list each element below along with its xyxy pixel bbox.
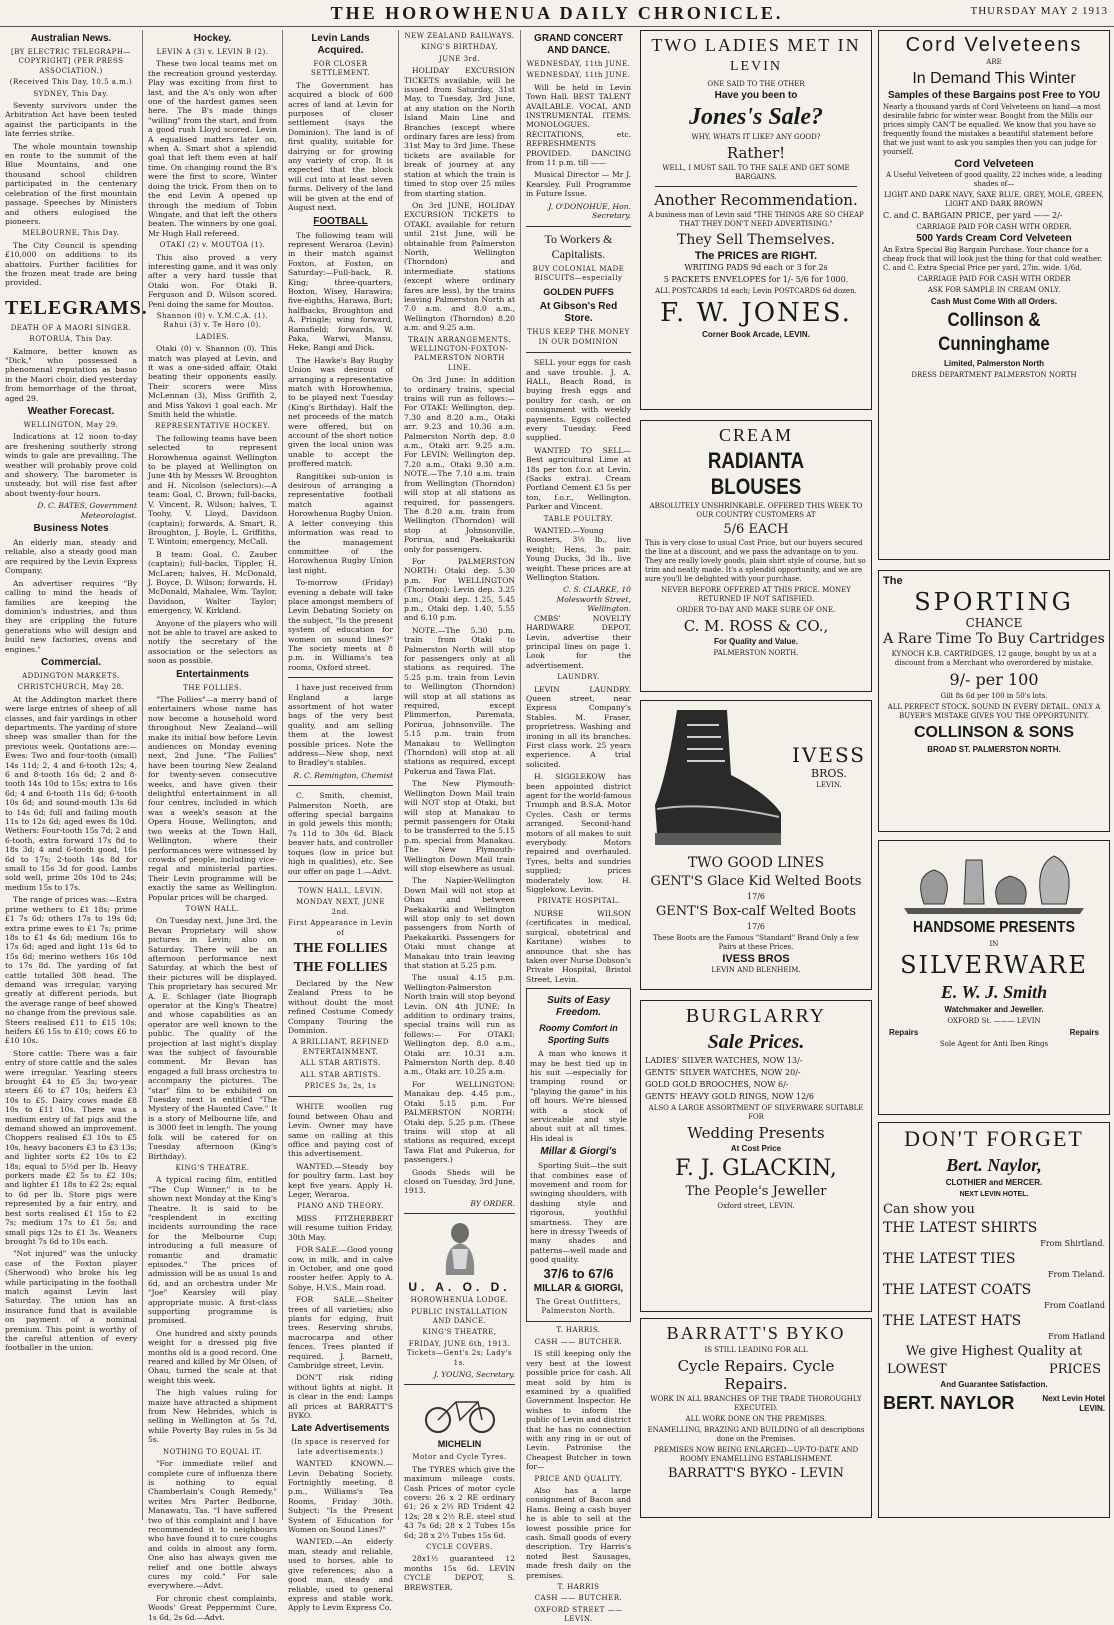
subheading: LADIES. <box>195 332 230 341</box>
ad-line: CHANCE <box>965 616 1023 630</box>
classified-ad: WANTED KNOWN.—Levin Debating Society. Fortnightly meeting, 8 p.m., Williams's Tea Rooms, Friday 30th. Subject: "Is the Present System of Education for Women on Sound Lines?" <box>288 1459 393 1535</box>
ad-line: Wedding Presents <box>687 1124 825 1142</box>
ad-line: From Shirtland. <box>1040 1239 1105 1248</box>
subheading: NOTHING TO EQUAL IT. <box>162 1447 263 1456</box>
heading-weather: Weather Forecast. <box>27 406 115 417</box>
ad-line: CARRIAGE PAID FOR CASH WITH ORDER <box>917 275 1071 283</box>
classified-ad: H. SIGGLEKOW has been appointed district agent for the world-famous Triumph and B.S.A. Motor Cycles. Cash or terms arranged. Second-hand motors of all makes to suit everybody. Motors repaired and overhauled. Tyres, belts and sundries supplied; prices moderately low. H. Sigglekow, Levin. <box>526 772 631 895</box>
ad-line: TWO LADIES MET IN <box>651 35 861 55</box>
ad-line: LEVIN AND BLENHEIM. <box>711 966 801 974</box>
divider <box>655 186 857 187</box>
ad-line: WHY, WHATS IT LIKE? ANY GOOD? <box>691 133 821 141</box>
ivess-boots-ad <box>640 700 872 990</box>
classified-ad: CMBS' NOVELTY HARDWARE DEPOT, Levin, advertise their principal lines on page 1. Look for the advertisement. <box>526 613 631 670</box>
ad-line: CREAM <box>718 425 793 445</box>
michelin-logo: MICHELIN <box>437 1439 482 1450</box>
ad-line: 5/6 EACH <box>723 522 789 537</box>
millar-giorgi-ad <box>526 988 631 1322</box>
ad-line: Have you been to <box>714 90 798 101</box>
subheading: TOWN HALL. <box>185 904 240 913</box>
classified-ad: NURSE WILSON (certificates in medical, surgical, obstetrical and Karitane) wishes to announce that she has taken over Nurse Dobson's Private Hospital, Bristol Street, Levin. <box>526 908 631 984</box>
subheading: THUS KEEP THE MONEY IN OUR DOMINION <box>527 328 630 346</box>
advertisement-text: I have just received from England a large assortment of hot water bags of the very best quality, and am selling them at the lowest possible prices. Note the address—New shop, next to Bradley's stables. <box>288 683 393 768</box>
heading-football: FOOTBALL <box>313 215 368 227</box>
ad-address: The Great Outfitters, Palmerston North. <box>535 1297 622 1316</box>
barratts-byko-ad <box>640 1318 872 1518</box>
subheading: TABLE POULTRY. <box>543 514 614 523</box>
ad-line: LIGHT AND DARK NAVY, SAXE BLUE, GREY, MOLE, GREEN, LIGHT AND DARK BROWN <box>884 191 1104 208</box>
heading-business: Business Notes <box>33 523 109 535</box>
dateline: WELLINGTON, May 29. <box>23 421 119 429</box>
bert-naylor-ad <box>878 1122 1110 1518</box>
tyre-prices: 28x1½ guaranteed 12 months 15s 6d. LEVIN CYCLE DEPOT, S. BREWSTER. <box>404 1554 515 1592</box>
ad-line: WRITING PADS 9d each or 3 for 2s <box>684 263 828 272</box>
ad-line: ORDER TO-DAY AND MAKE SURE OF ONE. <box>676 606 836 614</box>
ad-line: LEVIN. <box>1079 1404 1105 1413</box>
ad-line: GENTS' SILVER WATCHES, NOW 20/- <box>645 1068 801 1077</box>
classified-ad: WANTED.—Steady boy for poultry farm. Last boy kept five years. Apply H. Leger, Weraroa. <box>288 1161 393 1200</box>
article-paragraph: The following teams have been selected to represent Horowhenua against Wellington to be played at Wellington on June 4th by Messrs W. Broughton and H. Nicolson (selectors):—A team: Goal, C. Brown; full-backs, V. Vincent, R. Wilson; halves, T. Toohy, V. Lloyd, Davidson (captain); forwards, A. Smart, R. Broughton, J. Boyle, L. Griffiths, T. Wintoin; emergency, McCall. <box>148 433 277 547</box>
butcher-tagline: PRICE AND QUALITY. <box>534 1474 623 1483</box>
classified-ad: MISS FITZHERBERT will resume tuition Friday, 30th May. <box>288 1213 393 1242</box>
butcher-text: IS still keeping only the very best at the lowest possible price for cash. All meat sold by him is examined by a qualified Government Inspector. He wishes to inform the public of Levin and district that he has no connection with any ring in or out of Levin. Patronise the Cheapest Butcher in town for— <box>526 1349 631 1472</box>
ad-line: 9/- per 100 <box>949 670 1039 689</box>
classified-ad: LEVIN LAUNDRY. Queen street, near Express Company's Stables. M. Fraser, proprietress. Washing and ironing in all its branches. First class work. 25 years experience. A trial solicited. <box>526 684 631 769</box>
ad-line: LEVIN <box>730 59 782 74</box>
ad-line: These Boots are the Famous "Standard" Brand Only a few Pairs at these Prices. <box>653 934 859 951</box>
ad-line: BURGLARRY <box>685 1005 827 1027</box>
butcher-address: OXFORD STREET —— LEVIN. <box>534 1605 623 1624</box>
lodge-name: HOROWHENUA LODGE. <box>410 1296 509 1305</box>
ad-line: F. J. GLACKIN, <box>675 1156 837 1181</box>
ad-line: Cycle Repairs. Cycle Repairs. <box>677 1357 835 1393</box>
ad-line: GOLD GOLD BROOCHES, NOW 6/- <box>645 1080 789 1089</box>
article-paragraph: Kalmore, better known as "Dick," who possessed a phenomenal reputation as basso in the Maori choir, died yesterday from hemorrhage of the throat, aged 29. <box>5 346 137 403</box>
ad-line: Nearly a thousand yards of Cord Velveteens on hand—a most desirable fabric for winter wear. Bought from the Mills our prices simply CAN'T be equalled. We know that you have so frequently found the mistakes a beautiful statement before that we just want to ask you samples then you can judge for yourself. <box>883 103 1101 156</box>
ad-line: Sale Prices. <box>707 1031 805 1053</box>
ad-line: IN <box>989 940 999 948</box>
ad-line: From Tieland. <box>1047 1270 1105 1279</box>
article-paragraph: This also proved a very interesting game, and it was only after a very hard tussle that Otaki won. For Otaki B. Ferguson and D. Wilson scored. Peni doing the same for Moutoa. <box>148 252 277 309</box>
divider <box>288 785 393 786</box>
ad-line: ALL POSTCARDS 1d each; Levin POSTCARDS 6d dozen. <box>655 287 857 295</box>
ad-line: ALSO A LARGE ASSORTMENT OF SILVERWARE SUITABLE FOR <box>648 1104 864 1121</box>
ad-line: In Demand This Winter <box>912 70 1076 87</box>
issue-date: THURSDAY MAY 2 1913 <box>970 5 1108 17</box>
ad-line: They Sell Themselves. <box>677 232 835 248</box>
ad-line: SPORTING <box>914 588 1074 616</box>
golden-puffs: GOLDEN PUFFS <box>543 287 614 298</box>
heading-levin-lands: Levin Lands Acquired. <box>311 33 370 56</box>
notice-paragraph: HOLIDAY EXCURSION TICKETS available, will be issued from Saturday, 31st May, to Tuesday, 3rd June, at any station on the North Island Main Line and Branches (except where ordinary fares are less) from 31st May to 3rd June. These tickets are available for break of journey at any station at which the train is timed to stop over 25 miles from starting station. <box>404 66 515 198</box>
ad-line: And Guarantee Satisfaction. <box>940 1380 1048 1389</box>
butcher-title: CASH —— BUTCHER. <box>534 1337 623 1346</box>
newspaper-title: THE HOROWHENUA DAILY CHRONICLE. <box>330 3 784 23</box>
event-description: Declared by the New Zealand Press to be without doubt the most refined Costume Comedy Company Touring the Dominion. <box>288 978 393 1035</box>
notice-paragraph: NOTE.—The 5.30 p.m. train from Otaki to Palmerston North will stop for passengers only at all stations as required. The 5.25 p.m. train from Levin to Wellington (Thorndon) will stop at all stations as required, except Plimmerton, Paremata, Porirua, Johnsonville. The 5.15 p.m. train from Manakau to Wellington (Thorndon) will stop at all stations as required, except Pukerua and Tawa Flat. <box>404 625 515 776</box>
silverware-ad <box>878 840 1110 1115</box>
notice-paragraph: Musical Director — Mr J. Kearsley. Full Programme in Future Issue. <box>526 170 631 199</box>
signature: J. YOUNG, Secretary. <box>433 1370 515 1379</box>
article-paragraph: "The Follies"—a merry band of entertainers whose name has now become a household word throughout New Zealand—will make its initial bow before Levin audiences on Monday evening next, 2nd June. "The Follies" have been touring New Zealand for twenty-seven consecutive weeks, and have given their delightful entertainment in all four centres, included in which was a week's season at the Opera House, Wellington, and two weeks at the Town Hall, Wellington, where their performances were witnessed by crowds of people, including vice-regal and ministerial parties. Their Levin programme will be exactly the same as Wellington. Popular prices will be charged. <box>148 695 277 902</box>
ad-line: KYNOCH K.B. CARTRIDGES, 12 gauge, bought by us at a discount from a Merchant who overordered by mistake. <box>891 650 1097 667</box>
ad-line: DON'T FORGET <box>904 1126 1084 1151</box>
column-4 <box>398 30 520 1592</box>
event-date: WEDNESDAY, 11th JUNE. <box>526 60 631 68</box>
ad-line: An Extra Special Big Bargain Purchase. Your chance for a cheap frock that will look just the thing for that cold weather. C. and C. Extra Special Price per yard, 27in. wide. 1/6d. <box>883 246 1102 272</box>
follies-title: THE FOLLIES <box>293 959 388 975</box>
event-note: First Appearance in Levin of <box>288 919 393 937</box>
ad-brand: MILLAR & GIORGI, <box>533 1282 624 1294</box>
butcher-title: CASH —— BUTCHER. <box>534 1594 623 1603</box>
ad-line: 17/6 <box>747 922 765 931</box>
ad-line: A business man of Levin said "THE THINGS ARE SO CHEAP THAT THEY DON'T NEED ADVERTISING." <box>648 211 864 228</box>
ad-line: Another Recommendation. <box>654 191 858 209</box>
event-venue: TOWN HALL, LEVIN. <box>298 886 383 895</box>
ad-line: A Useful Velveteen of good quality, 22 inches wide, a leading shades of— <box>885 171 1102 188</box>
article-paragraph: B team: Goal, C. Zauber (captain); full-backs, Tippler, H. McLaren; halves, H. McDonald, J. Boyce, D. Wilson; forwards, H. McDonald, Mahalee, Wm. Taylor, Davidson, Walter Taylor; emergency, W. Kirkland. <box>148 549 277 616</box>
follies-title: THE FOLLIES <box>293 940 388 956</box>
naylor-signoff <box>883 1392 1105 1414</box>
classified-ad: SELL your eggs for cash and save trouble. J. A. HALL, Beach Road, is buying fresh eggs and poultry for cash, or on consignment with weekly payments. Eggs collected every Tuesday. Feed supplied. <box>526 358 631 443</box>
naylor-address <box>1042 1394 1105 1414</box>
subheading: OTAKI (2) v. MOUTOA (1). <box>159 241 266 250</box>
divider <box>288 881 393 882</box>
ad-line: BERT. NAYLOR <box>883 1393 1015 1413</box>
ad-price: 37/6 to 67/6 <box>543 1265 614 1281</box>
divider <box>526 352 631 353</box>
subheading: KING'S THEATRE. <box>175 1163 250 1172</box>
ad-line: 17/6 <box>747 892 765 901</box>
ad-line: SILVERWARE <box>900 951 1088 979</box>
ad-line: THE LATEST COATS <box>883 1282 1032 1298</box>
ad-line: ABSOLUTELY UNSHRINKABLE. OFFERED THIS WEEK TO OUR COUNTRY CUSTOMERS AT <box>649 502 863 519</box>
ad-text: Sporting Suit—the suit that combines ease of movement and room for swinging shoulders, with dashing style and rigorous, youthful smartness. They are here in dressy Tweeds of many shades and patterns—well made and good quality. <box>530 1161 627 1265</box>
ad-line: Collinson & Cunninghame <box>938 310 1050 355</box>
article-paragraph: On Tuesday next, June 3rd, the Bevan Proprietary will show pictures in Levin; also on Saturday. There will be an afternoon performance next Saturday, at which the best of their pictures will be displayed. This proprietary has secured Mr A. E. Schlager (late Biograph operator at the King's Theatre) and whose capabilities as an operator are well known to the public. The quality of the projection at last night's display was the subject of favourable comment. Mr Bevan has engaged a full brass orchestra to accompany the pictures. The "star" film to be exhibited on Tuesday next is entitled "The Mystery of the Haunted Cave." It is a story of Melbourne life, and is 3000 feet in length. The young folk will be catered for on Tuesday afternoon (King's Birthday). <box>148 916 277 1161</box>
heading-telegrams: TELEGRAMS. <box>5 296 148 319</box>
article-paragraph: The Government has acquired a block of 600 acres of land at Levin for purposes of closer settlement (says the Dominion). The land is of first quality, suitable for dairying or for growing any variety of crop. It is expected that the block will cut into at least seven farms. Delivery of the land will be given at the end of August next. <box>288 80 393 213</box>
jones-sale-ad <box>640 30 872 410</box>
heading-entertainments: Entertainments <box>176 668 249 680</box>
ad-brand: Millar & Giorgi's <box>540 1146 617 1158</box>
ad-line: RADIANTA BLOUSES <box>707 448 805 499</box>
dateline: SYDNEY, This Day. <box>33 89 109 98</box>
ad-line: The <box>883 575 903 587</box>
heading-late-ads: Late Advertisements <box>291 1423 390 1435</box>
repairs-row <box>883 1028 1105 1038</box>
ad-line: OXFORD St. ——— LEVIN <box>947 1017 1041 1025</box>
ad-line: LOWEST <box>887 1362 947 1377</box>
boot-illustration <box>647 705 787 855</box>
event-tagline: ALL STAR ARTISTS. <box>300 1070 381 1079</box>
tyre-prices: The TYRES which give the maximum mileage costs. Cash Prices of motor cycle covers: 26 x 2 RE ordinary 61; 26 x 2½ RD Trident 42 12s; 28 x 2½ R.E. steel stud 43 7s 6d; 28 x 2 Tubes 15s 6d; 28 x 2½ Tubes 15s 6d. <box>404 1464 515 1540</box>
lodge-date: FRIDAY, JUNE 6th, 1913. Tickets—Gent's 2s; Lady's 1s. <box>406 1339 513 1367</box>
ad-line: The PRICES are RIGHT. <box>694 250 818 262</box>
subheading: THE FOLLIES. <box>183 683 242 692</box>
notice-paragraph: Goods Sheds will be closed on Tuesday, 3rd June, 1913. <box>404 1167 515 1196</box>
notice-paragraph: The usual 4.15 p.m. Wellington-Palmerston North train will stop beyond Levin. ON 4th JUNE: In addition to ordinary trains, special trains will run as follows:— For OTAKI: Wellington dep. 8.0 a.m., Otaki arr. 10.31 a.m. Palmerston North dep. 8.40 a.m., Otaki arr. 10.25 a.m. <box>404 973 515 1077</box>
ad-line: Oxford street, LEVIN. <box>717 1202 795 1210</box>
article-paragraph: Seventy survivors under the Arbitration Act have been tested against the participants in the late ferries strike. <box>5 101 137 139</box>
ad-line: ONE SAID TO THE OTHER <box>707 80 805 88</box>
ad-line: THE LATEST TIES <box>883 1251 1016 1267</box>
ad-line: NEXT LEVIN HOTEL. <box>959 1191 1029 1198</box>
article-paragraph: The City Council is spending £10,000 on additions to its abattoirs. Further facilities for the frozen meat trade are being provided. <box>5 240 137 288</box>
ad-line: PALMERSTON NORTH. <box>713 649 799 657</box>
ad-heading: Roomy Comfort in Sporting Suits <box>539 1023 618 1046</box>
classified-ad: WANTED TO SELL—Best agricultural Lime at 18s per ton f.o.r. at Levin. (Sacks extra). Cream Portland Cement £3 5s per ton, f.o.r., Wellington. Parker and Vincent. <box>526 445 631 512</box>
ad-line: This is very close to usual Cost Price, but our buyers secured the line at a discount, and we pass the advantage on to you. They are really lovely goods, plain shirt style of course, but so trim and neatly made. It's a splendid opportunity, and we are sure you'll be delighted with your purchase. <box>645 539 866 583</box>
event-date: MONDAY NEXT, JUNE 2nd. <box>295 898 385 916</box>
ad-line: E. W. J. Smith <box>940 982 1048 1002</box>
article-paragraph: Anyone of the players who will not be able to travel are asked to notify the secretary of the association or the selectors as soon as possible. <box>148 618 277 666</box>
ad-line: Cash Must Come With all Orders. <box>930 297 1058 306</box>
subheading: LEVIN A (3) v. LEVIN B (2). <box>156 48 269 56</box>
ad-line: BARRATT'S BYKO <box>666 1323 846 1343</box>
column-1 <box>0 30 148 1520</box>
notice-paragraph: For PALMERSTON NORTH: Otaki dep. 5.30 p.m. For WELLINGTON (Thorndon): Levin dep. 3.25 p.m.; Otaki dep. 1.25, 5.45 p.m., Otaki dep. 1.40, 5.55 and 6.10 p.m. <box>404 556 515 623</box>
masthead <box>0 0 1114 27</box>
ad-line: Repairs <box>889 1028 919 1037</box>
ad-line: ENAMELLING, BRAZING AND BUILDING of all descriptions done on the Premises. <box>647 1426 865 1443</box>
signature: C. S. CLARKE, 10 Molesworth Street, Wellington. <box>556 585 631 614</box>
column-3 <box>282 30 398 1613</box>
article-paragraph: The high values ruling for maize have attracted a shipment from New Hebrides, which is selling in Wellington at 5s 7d, while Poverty Bay rules in 5s 3d 5s. <box>148 1388 277 1445</box>
subheading: REPRESENTATIVE HOCKEY. <box>155 422 270 431</box>
ad-line: COLLINSON & SONS <box>913 724 1074 741</box>
subheading: BUY COLONIAL MADE BISCUITS—especially <box>532 264 625 282</box>
ivess-text <box>645 853 867 977</box>
article-paragraph: The Hawke's Bay Rugby Union was desirous of arranging a representative match with Horowhenua, to be played next Tuesday (King's Birthday). Half the net proceeds of the match were offered, but on account of the short notice given the local union was unable to accept the proffered match. <box>288 355 393 469</box>
divider <box>526 226 631 227</box>
ad-line: GENT'S Glace Kid Welted Boots <box>650 874 862 889</box>
ad-line: A Rare Time To Buy Cartridges <box>883 631 1105 647</box>
ad-line: Rather! <box>726 144 786 162</box>
ad-line: IVESS <box>792 743 866 767</box>
subheading: KING'S BIRTHDAY, <box>421 43 498 52</box>
ad-line: Cord Velveteen <box>954 158 1034 170</box>
sporting-chance-ad <box>878 570 1110 832</box>
article-paragraph: The range of prices was:—Extra prime wethers to £1 18s; prime £1 7s 6d; others 17s to 19s 6d; extra prime ewes to £1 7s; prime 18s to £1 4s 6d; medium 16s to 17s 6d; aged and light 11s 6d to 15s 6d; merino wethers 16s 10d to 17s 8d. The yarding of fat cattle totalled 308 head. The demand was irregular, varying greatly at different periods, but the average range of beef showed no change from the previous sale. Steers realised £11 to £15 10s; heifers £6 15s to £10; cows £6 to £10 10s. <box>5 895 137 1046</box>
classified-ad: WANTED.—Young Roosters, 3½ lb., live weight; Hens, 3s pair. Young Ducks, 3d lb., live weight. These prices are at Wellington Station. <box>526 526 631 583</box>
ad-line: Jones's Sale? <box>688 104 823 130</box>
notice-paragraph: Will be held in Levin Town Hall. BEST TALENT AVAILABLE. VOCAL AND INSTRUMENTAL ITEMS. MONOLOGUES. RECITATIONS, etc. REFRESHMENTS PROVIDED. DANCING from 11 p.m. till —— <box>526 82 631 168</box>
ad-line: BROAD ST. PALMERSTON NORTH. <box>927 745 1061 754</box>
divider <box>404 1384 515 1385</box>
divider <box>288 1096 393 1097</box>
heading-australian-news: Australian News. <box>30 33 112 44</box>
ad-line: Corner Book Arcade, LEVIN. <box>702 330 810 339</box>
ad-line: WORK IN ALL BRANCHES OF THE TRADE THOROUGHLY EXECUTED. <box>650 1395 862 1412</box>
signature: R. C. Remington, Chemist <box>293 770 393 780</box>
ad-line: Can show you <box>883 1202 975 1217</box>
ad-line: Sole Agent for Anti Iben Rings <box>939 1040 1049 1048</box>
ad-line: The People's Jeweller <box>685 1184 827 1199</box>
received-time: (Received This Day, 10.5 a.m.) <box>9 78 133 87</box>
butcher-text: Also has a large consignment of Bacon and Hams. Being a cash buyer he is able to sell at the lowest possible price for cash. Small goods of every description. Try Harris's noted Best Sausages, made fresh daily on the premises. <box>526 1485 631 1580</box>
divider <box>288 677 393 678</box>
article-paragraph: For chronic chest complaints, Woods' Great Peppermint Cure, 1s 6d, 2s 6d.—Advt. <box>148 1593 277 1622</box>
subheading: FOR CLOSER SETTLEMENT. <box>311 60 370 78</box>
red-store: At Gibson's Red Store. <box>539 301 618 325</box>
ad-line: From Hatland <box>1048 1332 1105 1341</box>
lodge-uaod: U. A. O. D. <box>408 1280 511 1295</box>
article-paragraph: These two local teams met on the recreation ground yesterday. Play was exciting from first to last, and the A's only won after one of the hardest games seen here. The B's made things "willing" from the start, and from a good rush Lloyd scored. Levin A equalised matters later on, when A. Smart shot a splendid goal that left them even at half time. On changing round the B's were the first to score, Winter doing the trick. From then on to the end Levin A opened up through the medium of Tobin Wingate, and that left the others beaten. The winners by one goal. Mr Hugh Hall refereed. <box>148 59 277 238</box>
signature: J. O'DONOHUE, Hon. Secretary. <box>548 201 631 221</box>
subheading: ADDINGTON MARKETS. <box>22 671 120 680</box>
article-paragraph: An advertiser requires "By calling to mind the heads of families are keeping the dominion's industries, and thus they are crippling the future generations who will design and build new factories, ovens and engines." <box>5 578 137 654</box>
subheading: CYCLE COVERS. <box>426 1543 493 1552</box>
divider <box>404 1213 515 1214</box>
subheading: TRAIN ARRANGEMENTS. WELLINGTON-FOXTON-PALMERSTON NORTH LINE. <box>408 335 511 372</box>
ad-line: Bert. Naylor, <box>946 1155 1042 1175</box>
ad-line: 5 PACKETS ENVELOPES for 1/- 5/6 for 1000. <box>663 275 849 284</box>
ad-line: Samples of these Bargains post Free to YOU <box>887 90 1101 101</box>
ad-line: ALL PERFECT STOCK. SOUND IN EVERY DETAIL. ONLY A BUYER'S MISTAKE GIVES YOU THE OPPORTUNITY. <box>887 703 1101 720</box>
silverware-illustration <box>894 846 1094 916</box>
event-tagline: ALL STAR ARTISTS. <box>300 1059 381 1068</box>
ad-line: For Quality and Value. <box>713 637 799 646</box>
subheading: NEW ZEALAND RAILWAYS. <box>404 32 515 40</box>
ad-text: A man who knows it may be best tied up in his suit —especially for tramping round or "playing the game" in his off hours. We're blessed with a stock of serviceable and style about suit at all times. His ideal is <box>530 1049 627 1143</box>
ad-line: PRICES <box>1048 1362 1101 1377</box>
subheading: DEATH OF A MAORI SINGER. <box>10 323 132 332</box>
ad-line: C. M. ROSS & CO., <box>683 617 829 635</box>
subheading: (In space is reserved for late advertisements.) <box>291 1438 390 1456</box>
article-paragraph: "Not injured" was the unlucky case of the Foxton player (Sherwood) who broke his leg while participating in the football match against Levin last Saturday. The union has an insurance fund that is available on payment of a nominal premium. This point is worthy of the careful attention of every footballer in the union. <box>5 1249 137 1353</box>
ad-line: BARRATT'S BYKO - LEVIN <box>668 1466 844 1481</box>
advertisement-text: C. Smith, chemist, Palmerston North, are offering special bargains in gold jewels this month; 7s 11d to 30s 6d. Black beaver hats, and controller toques (low in price but high in qualities), etc. See our offer on page 1.—Advt. <box>288 791 393 876</box>
dateline: MELBOURNE, This Day. <box>22 229 120 238</box>
ad-line: Gilt 8s 6d per 100 in 50's lots. <box>940 692 1048 700</box>
signature: BY ORDER. <box>470 1198 515 1208</box>
column-2 <box>142 30 282 1622</box>
ad-line: CARRIAGE PAID FOR CASH WITH ORDER. <box>916 223 1072 231</box>
ad-line: TWO GOOD LINES <box>687 855 825 871</box>
ad-line: LEVIN. <box>816 781 842 789</box>
article-paragraph: "For immediate relief and complete cure of influenza there is nothing to equal Chamberlain's Cough Remedy," writes Mrs Parter Bedborne, Manawatu, Tas. "I have suffered two of this complaint and I have recommended it to neighbours who have found it to cure coughs and colds in almost any form. One also has always given me relief and one bottle always cures my cold." For sale everywhere.—Advt. <box>148 1459 277 1591</box>
michelin-tagline: Motor and Cycle Tyres. <box>412 1453 507 1462</box>
ad-line: PREMISES NOW BEING ENLARGED—UP-TO-DATE AND ROOMY ENAMELLING ESTABLISHMENT. <box>653 1446 859 1463</box>
article-paragraph: A typical racing film, entitled "The Cup Winner," is to be shown next Monday at the King's Theatre. It is said to be "resplendent in exciting incidents surrounding the race for the Melbourne Cup; introducing a full measure of romantic and dramatic episodes." The prices of admission will be as usual 1s and 6d, and an orchestra under Mr "Joe" Kearsley will play appropriate music. A first-class supporting programme is promised. <box>148 1175 277 1326</box>
ad-line: Limited, Palmerston North <box>943 359 1044 368</box>
notice-paragraph: The Napier-Wellington Down Mail will not stop at Ohau and between Paekakariki and Wellington will stop only to set down passengers from North of Paekakariki. Passengers for Otaki must change at Manakau into train leaving that station at 5.25 p.m. <box>404 876 515 970</box>
dateline: CHRISTCHURCH, May 28. <box>17 683 125 692</box>
ad-line: LADIES' SILVER WATCHES, NOW 13/- <box>645 1056 803 1065</box>
ad-line: BROS. <box>810 767 848 780</box>
event-date: WEDNESDAY, 11th JUNE. <box>526 71 631 80</box>
ad-line: HANDSOME PRESENTS <box>913 919 1075 936</box>
ad-line: Watchmaker and Jeweller. <box>944 1005 1044 1014</box>
ad-line: THE LATEST HATS <box>883 1313 1022 1329</box>
ad-line: C. and C. BARGAIN PRICE, per yard —— 2/- <box>883 211 1063 220</box>
article-paragraph: Otaki (0) v. Shannon (0). This match was played at Levin, and it was a one-sided affair, Otaki beating their opponents easily. Their scorers were Miss McLennan (3), Miss Griffith 2, and Miss Yakovi 1 goal each. Mr Smith held the whistle. <box>148 344 277 420</box>
butcher-name: T. HARRIS. <box>556 1326 601 1335</box>
results: Shannon (0) v. Y.M.C.A. (1). Rahui (3) v. Te Horo (0). <box>156 311 269 330</box>
classified-ad: FOR SALE.—Shelter trees of all varieties; also plants for edging, fruit trees. Reserving shrubs, macrocarpa and other fences. Trees planted if required. J. Barnett, Cambridge street, Levin. <box>288 1295 393 1370</box>
article-paragraph: To-morrow (Friday) evening a debate will take place amongst members of Levin Debating Society on the subject, "Is the present system of education for women on sound lines?" The society meets at 8 p.m. in Williams's tea rooms, Oxford street. <box>288 578 393 672</box>
ad-line: We give Highest Quality at <box>905 1344 1083 1359</box>
ad-line: DRESS DEPARTMENT PALMERSTON NORTH <box>911 371 1077 379</box>
subheading: PRIVATE HOSPITAL. <box>537 897 620 906</box>
article-paragraph: Rangitikei sub-union is desirous of arranging a representative football match against Horowhenua Rugby Union. A letter conveying this information was read to the management committee of the Horowhenua Rugby Union last night. <box>288 471 393 575</box>
article-paragraph: At the Addington market there were large entries of sheep of all classes, and fair yardings in other departments. The yarding of store sheep was smaller than for the previous week. Quotations are:— Ewes: Two and four-tooth (small) 14s 11d; 2, 4 and 6-tooth 12s; 4, 6 and 8-tooth 16s 6d; 2 and 8-tooth 14s 10d to 15s; extra to 16s 6d; 4 and 6-tooth 11s 6d; 6-tooth 10s 6d; and sound-mouth 13s 6d to 14s 6d; full and failing mouth 11s to 12s 6d; aged ewes 8s 10d. Wethers: Four-tooth 15s 7d; 2 and 6-tooth, extra forward 17s 8d to 18s 3d; 4 and 6-tooth good, 16s 6d to 17s; 2-tooth 14s 8d for small to 15s 3d for good. Lambs sold well, prime 20s 10d to 24s; medium 15s to 17s. <box>5 694 137 892</box>
heading-concert: GRAND CONCERT AND DANCE. <box>534 33 623 56</box>
heading-hockey: Hockey. <box>193 33 232 44</box>
ad-heading: Suits of Easy Freedom. <box>547 995 610 1019</box>
article-paragraph: The whole mountain township en route to the summit of the Blue Mountains, and one thousand school children participated in the centenary celebration of the first mountain passage. Speeches by Ministers and others eulogised the pioneers. <box>5 141 137 226</box>
ad-line: At Cost Price <box>730 1144 782 1153</box>
notice-paragraph: On 3rd June: In addition to ordinary trains, special trains will run as follows:— For OTAKI: Wellington, dep. 7.30 and 8.20 a.m., Otaki arr. 9.23 and 10.36 a.m. Palmerston North dep. 8.0 a.m., Otaki arr. 9.25 a.m. For LEVIN: Wellington dep. 7.20 a.m., Otaki 9.30 a.m. NOTE.—The 7.10 a.m. train from Wellington (Thorndon) will stop at all stations as required, for passengers. The 8.20 a.m. train from Wellington (Thorndon) will stop at Johnsonville, Porirua, and Paekakariki only for passengers. <box>404 375 515 554</box>
ad-line: THE LATEST SHIRTS <box>883 1220 1038 1236</box>
heading-commercial: Commercial. <box>40 656 102 668</box>
glackin-jeweller-ad <box>640 1000 872 1312</box>
lowest-prices-row <box>883 1362 1105 1378</box>
ad-line: GENTS' HEAVY GOLD RINGS, NOW 12/6 <box>645 1092 814 1101</box>
dateline: ROTORUA, This Day. <box>29 335 113 344</box>
column-5 <box>520 30 636 1624</box>
signature: D. C. BATES, Government Meteorologist. <box>37 501 137 520</box>
article-paragraph: The following team will represent Weraroa (Levin) in their match against Foxton, at Foxton, on Saturday:—Full-back, R. King; three-quarters, Boxton, Wisey, Harawira; five-eighths, Harawa, Burt; halfbacks, Broughton and A. Pringle; wing forward, Ramsfield; forwards, W. Paka, Warwi, Mansu, Heke, Rangi and Dick. <box>288 230 393 353</box>
ad-line: CLOTHIER and MERCER. <box>945 1178 1043 1187</box>
subheading: JUNE 3rd. <box>438 54 481 63</box>
butcher-name: T. HARRIS <box>557 1583 600 1592</box>
ivess-brand <box>789 741 869 792</box>
classified-ad: DON'T risk riding without lights at night. It is clear in the end: Lamps all prices at BARRATT'S BYKO. <box>288 1373 393 1420</box>
bicycle-illustration <box>420 1390 500 1434</box>
notice-paragraph: The New Plymouth-Wellington Down Mail train will NOT stop at Otaki, but will stop at Manakau to permit passengers for Otaki to be transferred to the 5.15 p.m. special from Manakau. The New Plymouth-Wellington Down Mail train will stop elsewhere as usual. <box>404 779 515 873</box>
ad-line: Cord Velveteens <box>905 34 1083 56</box>
ad-line: Repairs <box>1069 1028 1099 1037</box>
press-credit: [BY ELECTRIC TELEGRAPH—COPYRIGHT] (PER PRESS ASSOCIATION.) <box>11 48 131 75</box>
article-paragraph: One hundred and sixty pounds weight for a dressed pig five months old is a good record. One reared and killed by Mr Olsen, of Ohau, turned the scale at that weight this week. <box>148 1328 277 1385</box>
ad-line: 500 Yards Cream Cord Velveteen <box>916 233 1072 244</box>
ad-line: F. W. JONES. <box>660 298 852 328</box>
subheading: PIANO AND THEORY. <box>297 1202 384 1211</box>
ad-line: GENT'S Box-calf Welted Boots <box>655 904 857 919</box>
ad-line: ARE <box>986 58 1002 66</box>
ad-line: ALL WORK DONE ON THE PREMISES. <box>685 1415 827 1423</box>
event-tagline: A BRILLIANT, REFINED ENTERTAINMENT. <box>292 1038 389 1056</box>
radianta-blouses-ad <box>640 420 872 692</box>
ad-line: From Coatland <box>1044 1301 1105 1310</box>
subheading: LAUNDRY. <box>557 673 600 682</box>
lodge-venue: KING'S THEATRE, <box>422 1328 497 1337</box>
ad-line: IVESS BROS <box>722 953 790 965</box>
heading-workers: To Workers & Capitalists. <box>544 231 613 261</box>
notice-paragraph: On 3rd JUNE, HOLIDAY EXCURSION TICKETS to OTAKI, available for return until 21st June, will be obtainable from Palmerston North, Wellington (Thorndon) and intermediate stations (except where ordinary fares are less), by the trains leaving Palmerston North at 7.0 a.m. and 8.0 a.m., Wellington (Thorndon) 8.20 a.m. and 9.25 a.m. <box>404 200 515 333</box>
ad-line: ASK FOR SAMPLE IN CREAM ONLY. <box>927 286 1061 294</box>
ad-line: WELL, I MUST SAIL TO THE SALE AND GET SOME BARGAINS. <box>662 164 850 181</box>
article-paragraph: Store cattle: There was a fair entry of store cattle and the sales were irregular. Yearling steers brought £4 to £5 3s; two-year steers £6 to £7 10s; heifers £3 10s to £5. Dairy cows made £8 10s to £11 10s. There was a medium entry of fat pigs and the demand showed an improvement. Choppers realised £3 10s to £5 10s, heavy baconers £3 to £3 13s; and lighter sorts £2 10s to £2 18s; equal to 5½d per lb. Heavy porkers made £2 5s to £2 10s; and lighter £1 18s to £2 2s; equal to 6d per lb. Store pigs were represented by a fair entry, and best sorts realised £1 15s to £2 7s; medium 17s to £1 5s; and small pigs 12s to £1 3s. Weaners brought 7s 6d to 10s each. <box>5 1048 137 1246</box>
lodge-figure-illustration <box>430 1219 490 1277</box>
article-paragraph: An elderly man, steady and reliable, also a steady good man are required by the Levin Express Company. <box>5 538 137 576</box>
notice-paragraph: For WELLINGTON: Manakau dep. 4.45 p.m., Otaki 5.15 p.m. For PALMERSTON NORTH: Otaki dep. 5.25 p.m. (These trains will stop at all stations as required, except Tawa Flat and Pukerua, for passengers.) <box>404 1079 515 1165</box>
ad-line: IS STILL LEADING FOR ALL <box>704 1346 808 1354</box>
ad-line: NEVER BEFORE OFFERED AT THIS PRICE. MONEY RETURNED IF NOT SATISFIED. <box>661 586 851 603</box>
classified-ad: WHITE woollen rug found between Ohau and Levin. Owner may have same on calling at this office and paying cost of this advertisement. <box>288 1102 393 1159</box>
classified-ad: FOR SALE.—Good young cow, in milk, and in calve in October, and one good rooster heifer. Apply to A. Sobye, H.V.S., Main road. <box>288 1245 393 1292</box>
event-prices: PRICES 3s, 2s, 1s <box>304 1082 377 1090</box>
ad-line: Next Levin Hotel <box>1042 1394 1105 1403</box>
classified-ad: WANTED.—An elderly man, steady and reliable, used to horses, able to give references; also a good man, steady and reliable, used to general express and stable work. Apply to Levin Express Co. <box>288 1537 393 1613</box>
cord-velveteens-ad <box>878 30 1110 560</box>
lodge-event: PUBLIC INSTALLATION AND DANCE. <box>411 1307 508 1325</box>
article-paragraph: Indications at 12 noon to-day are freshening southerly strong winds to gale are prevailing. The weather will probably prove cold and showery. The barometer is unsteady, but will rise fast after about twenty-four hours. <box>5 432 137 498</box>
